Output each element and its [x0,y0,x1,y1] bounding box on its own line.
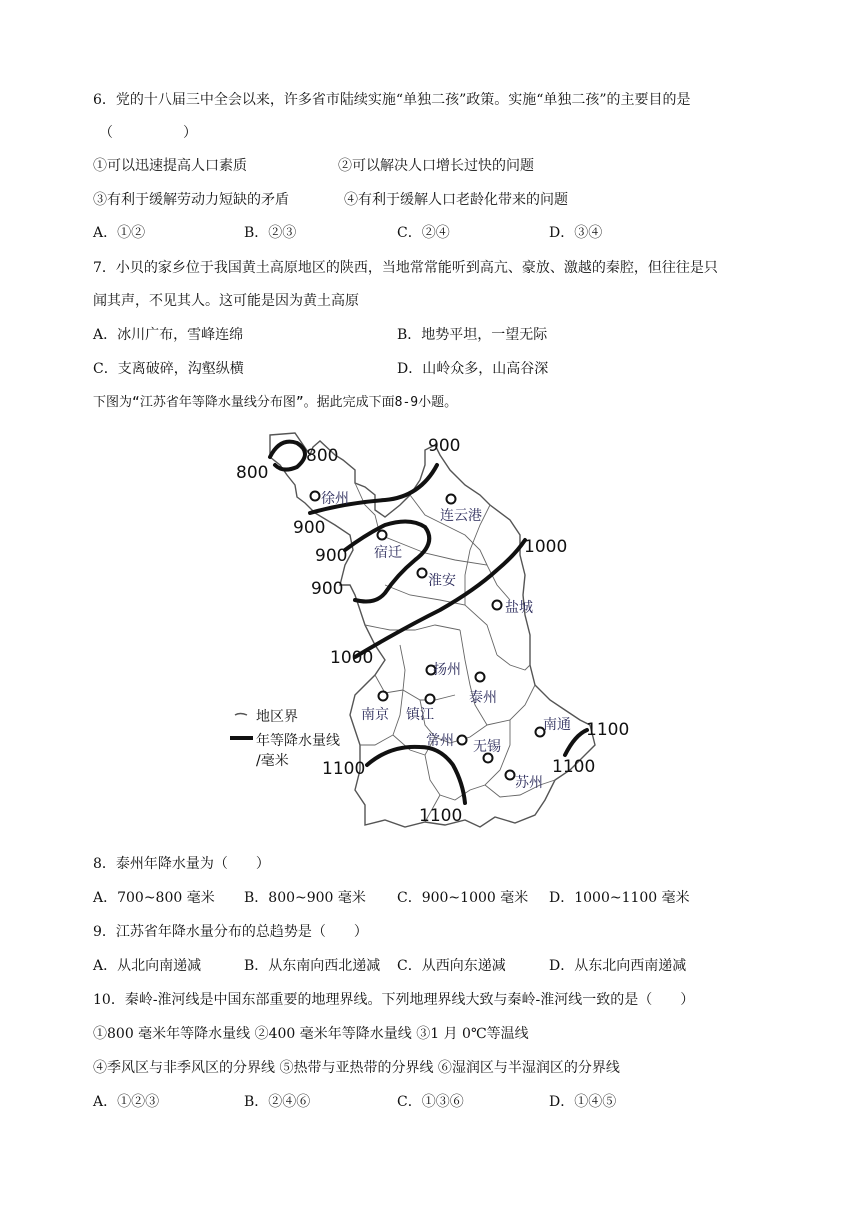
isoline-label-900-south: 900 [311,579,344,599]
isoline-label-900-north: 900 [428,436,461,456]
q9-option-b: B．从东南向西北递减 [244,958,381,974]
q10-option-c: C．①③⑥ [397,1094,464,1110]
q6-option-c: C．②④ [397,225,450,241]
q7-stem-line-1: 7．小贝的家乡位于我国黄土高原地区的陕西，当地常常能听到高亢、豪放、激越的秦腔，但往往是只 [93,260,718,276]
q6-option-b: B．②③ [244,225,297,241]
city-label-changzhou: 常州 [426,733,454,749]
city-label-suzhou: 苏州 [515,775,543,791]
q6-statement-1: ①可以迅速提高人口素质 [93,158,247,174]
isoline-label-800-north: 800 [306,446,339,466]
city-label-nanjing: 南京 [361,707,389,723]
isoline-label-1100-west: 1100 [322,759,366,779]
q7-option-a: A．冰川广布，雪峰连绵 [93,327,244,343]
isoline-label-1100-east: 1100 [586,720,630,740]
isoline-label-1100-southeast: 1100 [552,757,596,777]
city-label-suqian: 宿迁 [374,545,402,561]
q6-option-d: D．③④ [549,225,603,241]
q10-statements-line-1: ①800 毫米年等降水量线 ②400 毫米年等降水量线 ③1 月 0℃等温线 [93,1026,529,1042]
city-label-huaian: 淮安 [428,573,456,589]
q8-option-c: C．900~1000 毫米 [397,890,529,906]
q7-option-c: C．支离破碎，沟壑纵横 [93,361,244,377]
q7-stem-line-2: 闻其声，不见其人。这可能是因为黄土高原 [93,293,359,309]
q8-stem: 8．泰州年降水量为（ ） [93,856,270,872]
q9-option-d: D．从东北向西南递减 [549,958,687,974]
isoline-label-1000-east: 1000 [524,537,568,557]
q9-option-c: C．从西向东递减 [397,958,506,974]
q10-stem: 10．秦岭-淮河线是中国东部重要的地理界线。下列地理界线大致与秦岭-淮河线一致的是（ ） [93,992,695,1008]
legend [230,714,253,739]
legend-boundary-label: 地区界 [256,709,298,725]
q6-stem: 6．党的十八届三中全会以来，许多省市陆续实施“单独二孩”政策。实施“单独二孩”的主要目的是 [93,92,691,108]
q10-statements-line-2: ④季风区与非季风区的分界线 ⑤热带与亚热带的分界线 ⑥湿润区与半湿润区的分界线 [93,1060,620,1076]
q6-statement-2: ②可以解决人口增长过快的问题 [338,158,534,174]
legend-isoline-unit: /毫米 [256,753,289,769]
q6-statement-4: ④有利于缓解人口老龄化带来的问题 [344,192,568,208]
isoline-label-900-mid: 900 [315,546,348,566]
city-label-lianyungang: 连云港 [440,508,482,524]
q8-option-d: D．1000~1100 毫米 [549,890,690,906]
q7-option-b: B．地势平坦，一望无际 [397,327,548,343]
city-label-nantong: 南通 [543,717,571,733]
q9-option-a: A．从北向南递减 [93,958,202,974]
q6-answer-blank: （ ） [99,125,197,141]
isoline-label-800-west: 800 [236,463,269,483]
isoline-label-1000-west: 1000 [330,648,374,668]
q6-statement-3: ③有利于缓解劳动力短缺的矛盾 [93,192,289,208]
q7-option-d: D．山岭众多，山高谷深 [397,361,549,377]
q6-option-a: A．①② [93,225,146,241]
legend-isoline-label: 年等降水量线 [256,733,340,749]
q10-option-d: D．①④⑤ [549,1094,617,1110]
q8-option-a: A．700~800 毫米 [93,890,215,906]
city-label-zhenjiang: 镇江 [406,707,434,723]
city-label-yancheng: 盐城 [505,600,533,616]
city-label-taizhou: 泰州 [469,690,497,706]
q10-option-b: B．②④⑥ [244,1094,311,1110]
city-label-wuxi: 无锡 [473,739,501,755]
map-intro: 下图为“江苏省年等降水量线分布图”。据此完成下面8-9小题。 [93,395,458,410]
q8-option-b: B．800~900 毫米 [244,890,366,906]
q9-stem: 9．江苏省年降水量分布的总趋势是（ ） [93,924,368,940]
q10-option-a: A．①②③ [93,1094,160,1110]
isoline-label-1100-south: 1100 [419,806,463,826]
isoline-label-900-west: 900 [293,518,326,538]
city-label-yangzhou: 扬州 [433,662,461,678]
city-label-xuzhou: 徐州 [321,491,349,507]
